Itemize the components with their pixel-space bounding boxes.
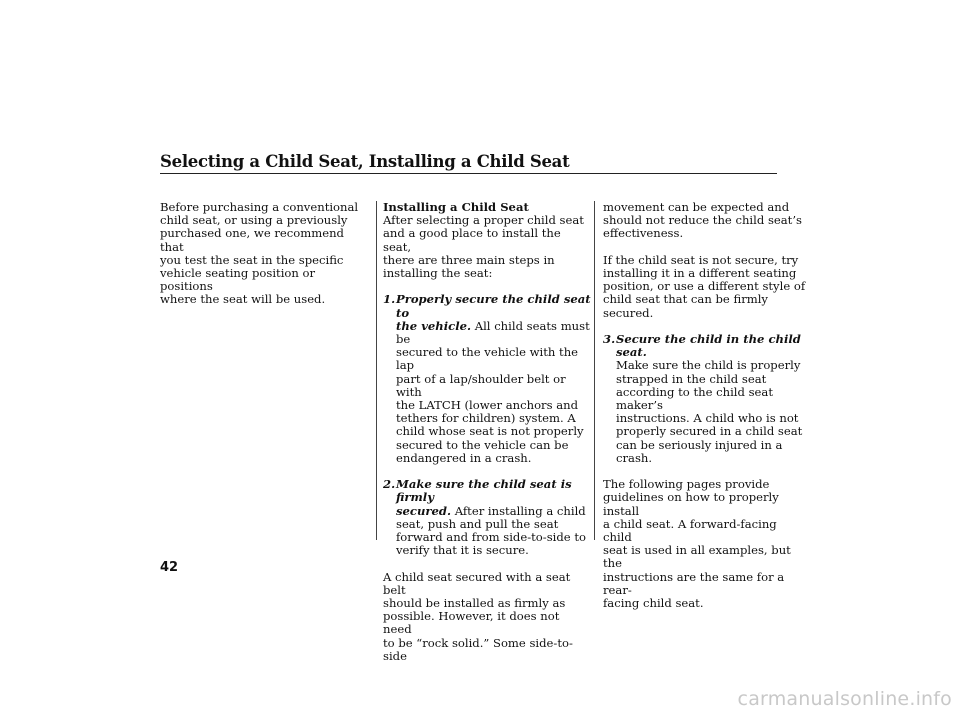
text-line: the LATCH (lower anchors and: [396, 398, 579, 413]
step-title: Secure the child in the child seat.: [616, 332, 801, 360]
text-line: child whose seat is not properly: [396, 424, 584, 439]
step-2: [383, 478, 591, 557]
text-line: and a good place to install the seat,: [383, 226, 561, 254]
text-line: where the seat will be used.: [160, 292, 326, 307]
step-3: [603, 333, 808, 465]
step-number: 2.: [383, 477, 396, 492]
spacer: [603, 241, 808, 254]
text-line: Before purchasing a conventional: [160, 200, 359, 214]
column-divider: [376, 201, 377, 540]
text-line: forward and from side-to-side to: [396, 530, 586, 545]
text-line: guidelines on how to properly install: [603, 490, 779, 518]
text-line: should be installed as firmly as: [383, 596, 566, 611]
text-line: instructions. A child who is not: [616, 411, 799, 426]
text-line: purchased one, we recommend that: [160, 226, 344, 254]
text-line: a child seat. A forward-facing child: [603, 516, 777, 545]
column-divider: [594, 201, 595, 540]
text-line: [396, 320, 591, 346]
text-line: can be seriously injured in a crash.: [616, 437, 783, 465]
step-number: 3.: [603, 332, 616, 346]
text-line: facing child seat.: [603, 596, 704, 611]
text-line: secured to the vehicle with the lap: [396, 345, 579, 373]
watermark: carmanualsonline.info: [737, 688, 952, 710]
text-line: properly secured in a child seat: [616, 424, 803, 439]
text-line: installing the seat:: [383, 266, 493, 281]
text-line: there are three main steps in: [383, 252, 555, 267]
text-line: instructions are the same for a rear-: [603, 569, 785, 597]
text-fragment: All child seats must be: [396, 318, 590, 347]
step-body: [616, 333, 808, 465]
text-line: The following pages provide: [603, 477, 770, 492]
step-title-end: the vehicle.: [396, 318, 472, 333]
text-line: effectiveness.: [603, 226, 684, 241]
text-line: If the child seat is not secure, try: [603, 252, 799, 267]
step-body: [396, 478, 591, 557]
text-line: position, or use a different style of: [603, 279, 806, 294]
step-title-end: secured.: [396, 503, 452, 518]
column-installing: [383, 201, 591, 663]
spacer: [383, 557, 591, 570]
text-line: installing it in a different seating: [603, 266, 797, 280]
step-body: [396, 293, 591, 465]
text-line: to be “rock solid.” Some side-to-side: [383, 635, 573, 663]
text-line: possible. However, it does not need: [383, 609, 560, 637]
text-line: part of a lap/shoulder belt or with: [396, 371, 566, 399]
text-line: strapped in the child seat: [616, 371, 767, 386]
text-line: After selecting a proper child seat: [383, 213, 584, 228]
text-line: vehicle seating position or positions: [160, 266, 316, 294]
text-line: should not reduce the child seat’s: [603, 213, 802, 228]
text-line: A child seat secured with a seat belt: [383, 569, 571, 597]
column-continued: [603, 201, 808, 610]
text-line: verify that it is secure.: [396, 543, 529, 558]
text-line: endangered in a crash.: [396, 450, 532, 465]
text-line: according to the child seat maker’s: [616, 384, 773, 413]
step-title: Properly secure the child seat to: [396, 292, 591, 320]
text-fragment: After installing a child: [451, 503, 586, 518]
text-line: Make sure the child is properly: [616, 358, 801, 373]
title-rule: [160, 173, 777, 174]
section-heading: Installing a Child Seat: [383, 200, 529, 214]
text-line: you test the seat in the specific: [160, 252, 344, 267]
text-line: tethers for children) system. A: [396, 411, 576, 426]
text-line: seat is used in all examples, but the: [603, 543, 791, 571]
text-line: seat, push and pull the seat: [396, 516, 559, 531]
text-line: child seat that can be firmly secured.: [603, 292, 768, 320]
text-line: child seat, or using a previously: [160, 213, 348, 228]
text-line: [396, 505, 591, 518]
page-number: 42: [160, 560, 179, 575]
page-title: Selecting a Child Seat, Installing a Child Seat: [160, 152, 570, 171]
text-line: movement can be expected and: [603, 200, 790, 214]
text-line: secured to the vehicle can be: [396, 437, 569, 452]
step-number: 1.: [383, 292, 396, 307]
column-intro: [160, 201, 370, 307]
step-1: [383, 293, 591, 465]
step-title: Make sure the child seat is firmly: [396, 477, 572, 505]
